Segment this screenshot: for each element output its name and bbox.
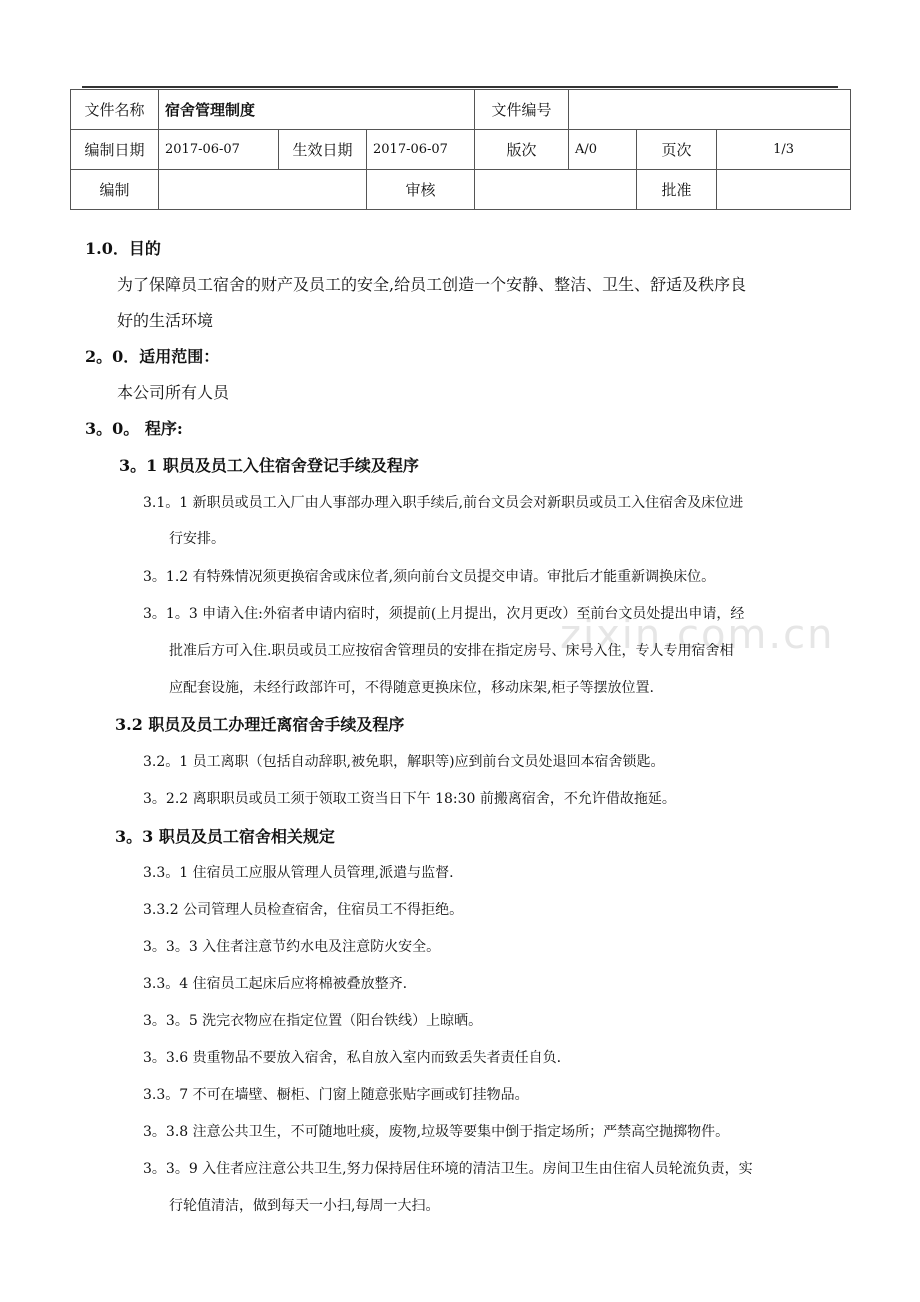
section-2-title: 2。0．适用范围：: [85, 347, 220, 366]
item-3-3-1: 3.3。1 住宿员工应服从管理人员管理,派遣与监督.: [143, 865, 454, 881]
section-3-title: 3。0。 程序:: [85, 419, 183, 438]
item-3-3-5: 3。3。5 洗完衣物应在指定位置（阳台铁线）上晾晒。: [143, 1013, 483, 1029]
item-3-3-8: 3。3.8 注意公共卫生，不可随地吐痰，废物,垃圾等要集中倒于指定场所；严禁高空抛掷物件。: [143, 1124, 730, 1140]
header-row-1: [71, 90, 851, 130]
item-3-1-1-line-2: 行安排。: [169, 531, 225, 547]
label-effective-date: 生效日期: [279, 130, 367, 170]
author-value: [159, 170, 367, 210]
item-3-3-3: 3。3。3 入住者注意节约水电及注意防火安全。: [143, 939, 441, 955]
item-3-2-2: 3。2.2 离职职员或员工须于领取工资当日下午 18:30 前搬离宿舍，不允许借故拖延。: [143, 791, 676, 807]
section-3-3-title: 3。3 职员及员工宿舍相关规定: [115, 827, 335, 846]
item-3-1-3-line-2: 批准后方可入住.职员或员工应按宿舍管理员的安排在指定房号、床号入住，专人专用宿舍相: [169, 643, 734, 659]
item-3-3-9-line-2: 行轮值清洁，做到每天一小扫,每周一大扫。: [169, 1198, 440, 1214]
item-3-2-1: 3.2。1 员工离职（包括自动辞职,被免职，解职等)应到前台文员处退回本宿舍锁匙。: [143, 754, 665, 770]
item-3-1-3-line-3: 应配套设施，未经行政部许可，不得随意更换床位，移动床架,柜子等摆放位置.: [169, 680, 654, 696]
label-version: 版次: [475, 130, 569, 170]
label-author: 编制: [71, 170, 159, 210]
label-review: 审核: [367, 170, 475, 210]
header-row-3: [71, 170, 851, 210]
compile-date-value: 2017-06-07: [159, 130, 279, 170]
document-header-table: [70, 89, 851, 210]
header-row-2: [71, 130, 851, 170]
item-3-1-1-line-1: 3.1。1 新职员或员工入厂由人事部办理入职手续后,前台文员会对新职员或员工入住宿舍及床位进: [143, 495, 744, 511]
item-3-3-2: 3.3.2 公司管理人员检查宿舍，住宿员工不得拒绝。: [143, 902, 464, 918]
version-value: A/0: [569, 130, 637, 170]
section-1-title: 1.0．目的: [85, 239, 161, 258]
item-3-3-6: 3。3.6 贵重物品不要放入宿舍，私自放入室内而致丢失者责任自负.: [143, 1050, 562, 1066]
section-1-text-line-1: 为了保障员工宿舍的财产及员工的安全,给员工创造一个安静、整洁、卫生、舒适及秩序良: [117, 275, 747, 294]
page-value: 1/3: [717, 130, 851, 170]
effective-date-value: 2017-06-07: [367, 130, 475, 170]
section-2-text: 本公司所有人员: [117, 383, 230, 402]
file-number-value: [569, 90, 851, 130]
item-3-3-9-line-1: 3。3。9 入住者应注意公共卫生,努力保持居住环境的清洁卫生。房间卫生由住宿人员轮流负责，实: [143, 1161, 753, 1177]
file-name-value: 宿舍管理制度: [159, 90, 475, 130]
label-page: 页次: [637, 130, 717, 170]
header-rule: [82, 86, 838, 88]
label-file-number: 文件编号: [475, 90, 569, 130]
watermark: zixin.com.cn: [560, 612, 835, 658]
label-file-name: 文件名称: [71, 90, 159, 130]
item-3-1-3-line-1: 3。1。3 申请入住:外宿者申请内宿时，须提前(上月提出，次月更改）至前台文员处提出申请，经: [143, 606, 745, 622]
label-approve: 批准: [637, 170, 717, 210]
item-3-3-7: 3.3。7 不可在墙壁、橱柜、门窗上随意张贴字画或钉挂物品。: [143, 1087, 529, 1103]
section-3-1-title: 3。1 职员及员工入住宿舍登记手续及程序: [119, 456, 419, 475]
approve-value: [717, 170, 851, 210]
label-compile-date: 编制日期: [71, 130, 159, 170]
review-value: [475, 170, 637, 210]
section-3-2-title: 3.2 职员及员工办理迁离宿舍手续及程序: [115, 715, 405, 734]
item-3-3-4: 3.3。4 住宿员工起床后应将棉被叠放整齐.: [143, 976, 408, 992]
section-1-text-line-2: 好的生活环境: [117, 311, 214, 330]
item-3-1-2: 3。1.2 有特殊情况须更换宿舍或床位者,须向前台文员提交申请。审批后才能重新调换床位。: [143, 569, 716, 585]
